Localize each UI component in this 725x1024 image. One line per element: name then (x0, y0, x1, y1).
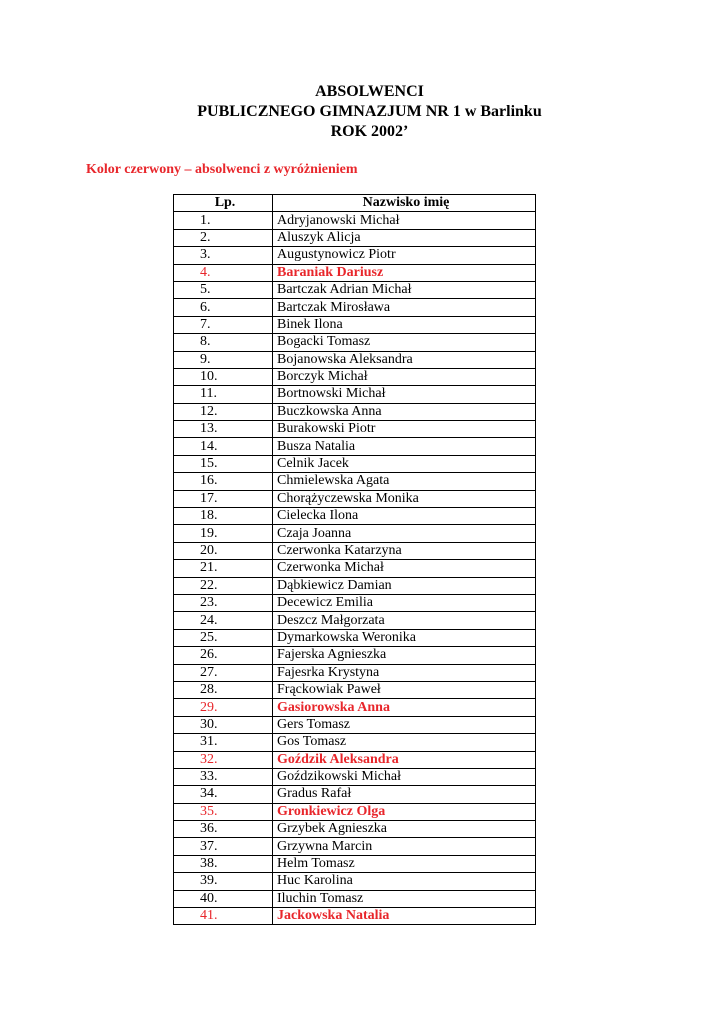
table-row (174, 716, 536, 733)
row-number: 15. (174, 455, 273, 472)
row-number: 35. (174, 803, 273, 820)
graduate-name: Helm Tomasz (273, 855, 536, 872)
graduate-name: Dąbkiewicz Damian (273, 577, 536, 594)
graduate-name: Deszcz Małgorzata (273, 612, 536, 629)
graduate-name: Iluchin Tomasz (273, 890, 536, 907)
table-row (174, 264, 536, 281)
row-number: 11. (174, 386, 273, 403)
table-row (174, 664, 536, 681)
row-number: 17. (174, 490, 273, 507)
table-row (174, 890, 536, 907)
table-row (174, 403, 536, 420)
title-line-1: ABSOLWENCI (315, 83, 424, 100)
table-row (174, 473, 536, 490)
table-row (174, 803, 536, 820)
row-number: 21. (174, 560, 273, 577)
table-row (174, 908, 536, 925)
row-number: 40. (174, 890, 273, 907)
row-number: 10. (174, 368, 273, 385)
row-number: 30. (174, 716, 273, 733)
row-number: 22. (174, 577, 273, 594)
graduate-name: Bartczak Mirosława (273, 299, 536, 316)
row-number: 36. (174, 821, 273, 838)
table-row (174, 490, 536, 507)
graduate-name: Grzybek Agnieszka (273, 821, 536, 838)
graduate-name: Augustynowicz Piotr (273, 247, 536, 264)
graduate-name: Fajerska Agnieszka (273, 647, 536, 664)
table-row (174, 734, 536, 751)
header-lp: Lp. (174, 195, 273, 212)
row-number: 20. (174, 542, 273, 559)
table-row (174, 786, 536, 803)
graduate-name: Goździk Aleksandra (273, 751, 536, 768)
table-row (174, 438, 536, 455)
row-number: 5. (174, 281, 273, 298)
table-row (174, 508, 536, 525)
graduate-name: Gers Tomasz (273, 716, 536, 733)
row-number: 27. (174, 664, 273, 681)
graduate-name: Gronkiewicz Olga (273, 803, 536, 820)
row-number: 24. (174, 612, 273, 629)
graduate-name: Aluszyk Alicja (273, 229, 536, 246)
table-row (174, 421, 536, 438)
graduate-name: Celnik Jacek (273, 455, 536, 472)
color-legend-note: Kolor czerwony – absolwenci z wyróżnieniem (86, 162, 358, 177)
row-number: 18. (174, 508, 273, 525)
graduate-name: Czerwonka Michał (273, 560, 536, 577)
row-number: 39. (174, 873, 273, 890)
row-number: 7. (174, 316, 273, 333)
table-row (174, 351, 536, 368)
graduate-name: Buczkowska Anna (273, 403, 536, 420)
table-row (174, 681, 536, 698)
table-row (174, 612, 536, 629)
row-number: 41. (174, 908, 273, 925)
row-number: 3. (174, 247, 273, 264)
graduate-name: Grzywna Marcin (273, 838, 536, 855)
row-number: 13. (174, 421, 273, 438)
table-row (174, 386, 536, 403)
table-row (174, 316, 536, 333)
row-number: 16. (174, 473, 273, 490)
table-row (174, 229, 536, 246)
row-number: 2. (174, 229, 273, 246)
table-row (174, 560, 536, 577)
row-number: 4. (174, 264, 273, 281)
row-number: 14. (174, 438, 273, 455)
row-number: 26. (174, 647, 273, 664)
graduate-name: Chorążyczewska Monika (273, 490, 536, 507)
header-name: Nazwisko imię (273, 195, 536, 212)
table-row (174, 299, 536, 316)
graduates-table (173, 194, 536, 925)
graduate-name: Dymarkowska Weronika (273, 629, 536, 646)
graduate-name: Burakowski Piotr (273, 421, 536, 438)
table-row (174, 594, 536, 611)
title-line-3: ROK 2002’ (330, 123, 409, 140)
graduate-name: Gos Tomasz (273, 734, 536, 751)
row-number: 33. (174, 768, 273, 785)
table-body (174, 212, 536, 925)
graduate-name: Cielecka Ilona (273, 508, 536, 525)
table-row (174, 525, 536, 542)
row-number: 9. (174, 351, 273, 368)
table-row (174, 838, 536, 855)
title-line-2: PUBLICZNEGO GIMNAZJUM NR 1 w Barlinku (197, 103, 542, 120)
graduate-name: Bogacki Tomasz (273, 334, 536, 351)
graduate-name: Gasiorowska Anna (273, 699, 536, 716)
table-row (174, 212, 536, 229)
table-row (174, 768, 536, 785)
table-header-row (174, 195, 536, 212)
table-row (174, 751, 536, 768)
graduate-name: Czaja Joanna (273, 525, 536, 542)
row-number: 37. (174, 838, 273, 855)
graduate-name: Goździkowski Michał (273, 768, 536, 785)
table-row (174, 577, 536, 594)
row-number: 19. (174, 525, 273, 542)
row-number: 12. (174, 403, 273, 420)
graduate-name: Borczyk Michał (273, 368, 536, 385)
table-row (174, 855, 536, 872)
table-row (174, 542, 536, 559)
graduate-name: Busza Natalia (273, 438, 536, 455)
row-number: 6. (174, 299, 273, 316)
table-row (174, 699, 536, 716)
graduate-name: Jackowska Natalia (273, 908, 536, 925)
row-number: 25. (174, 629, 273, 646)
graduate-name: Bartczak Adrian Michał (273, 281, 536, 298)
graduate-name: Adryjanowski Michał (273, 212, 536, 229)
row-number: 31. (174, 734, 273, 751)
row-number: 29. (174, 699, 273, 716)
graduate-name: Binek Ilona (273, 316, 536, 333)
graduate-name: Frąckowiak Paweł (273, 681, 536, 698)
table-row (174, 334, 536, 351)
graduate-name: Decewicz Emilia (273, 594, 536, 611)
graduate-name: Gradus Rafał (273, 786, 536, 803)
table-row (174, 247, 536, 264)
graduate-name: Fajesrka Krystyna (273, 664, 536, 681)
graduate-name: Chmielewska Agata (273, 473, 536, 490)
table-row (174, 873, 536, 890)
row-number: 38. (174, 855, 273, 872)
table-row (174, 821, 536, 838)
row-number: 28. (174, 681, 273, 698)
table-row (174, 647, 536, 664)
graduate-name: Bortnowski Michał (273, 386, 536, 403)
graduate-name: Huc Karolina (273, 873, 536, 890)
table-row (174, 455, 536, 472)
graduate-name: Baraniak Dariusz (273, 264, 536, 281)
row-number: 23. (174, 594, 273, 611)
row-number: 8. (174, 334, 273, 351)
table-row (174, 629, 536, 646)
document-title (0, 82, 725, 142)
table-row (174, 368, 536, 385)
graduate-name: Czerwonka Katarzyna (273, 542, 536, 559)
graduate-name: Bojanowska Aleksandra (273, 351, 536, 368)
row-number: 34. (174, 786, 273, 803)
row-number: 1. (174, 212, 273, 229)
table-row (174, 281, 536, 298)
row-number: 32. (174, 751, 273, 768)
